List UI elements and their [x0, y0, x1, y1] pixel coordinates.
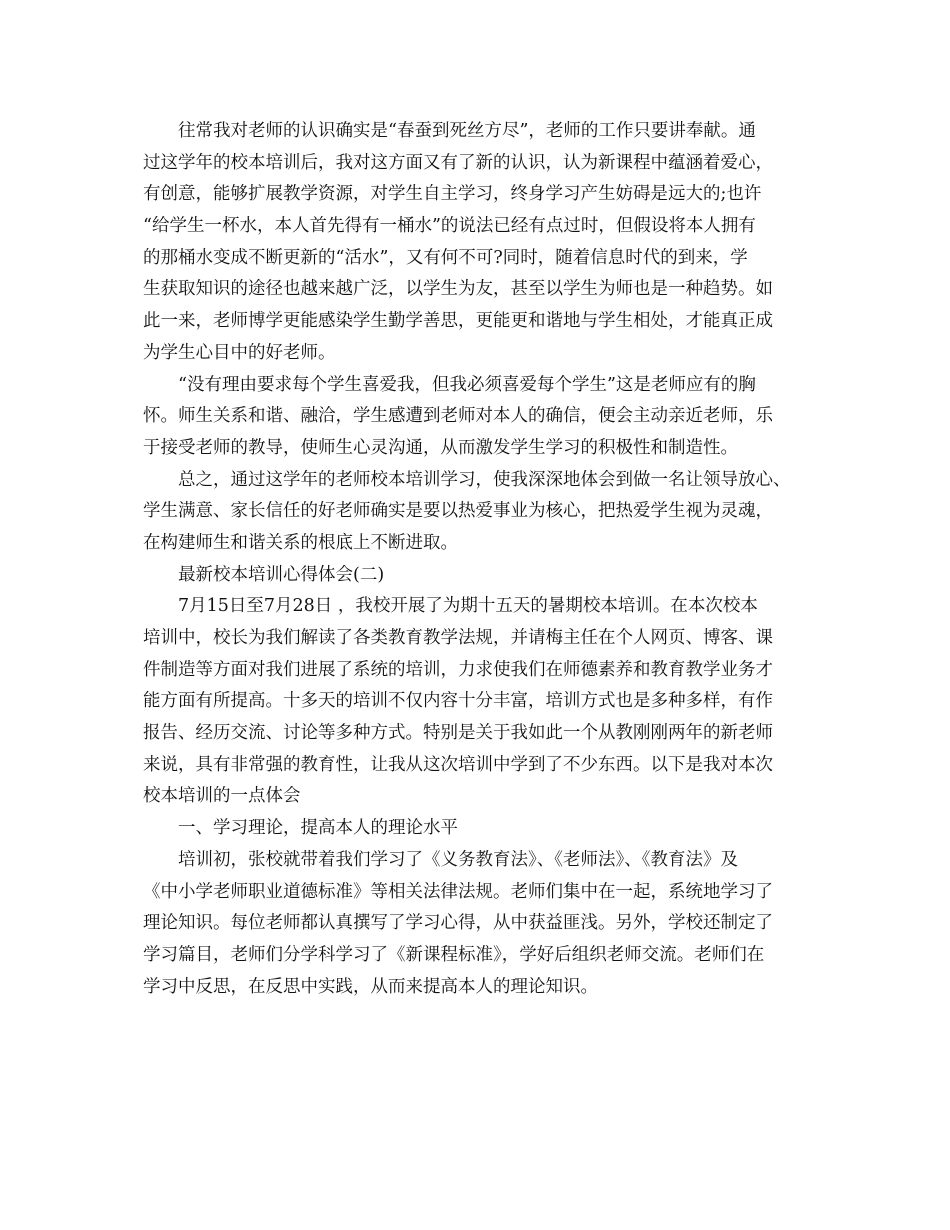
paragraph-line: 能方面有所提高。十多天的培训不仅内容十分丰富，培训方式也是多种多样，有作 [143, 691, 773, 712]
paragraph-line: 培训中，校长为我们解读了各类教育教学法规，并请梅主任在个人网页、博客、课 [143, 628, 773, 648]
paragraph-line: 理论知识。每位老师都认真撰写了学习心得，从中获益匪浅。另外，学校还制定了 [143, 913, 773, 934]
paragraph-line: 往常我对老师的认识确实是“春蚕到死丝方尽”，老师的工作只要讲奉献。通 [178, 121, 756, 141]
paragraph-line: 为学生心目中的好老师。 [143, 342, 336, 363]
paragraph-line: 学习中反思，在反思中实践，从而来提高本人的理论知识。 [143, 976, 598, 997]
paragraph-line: 有创意，能够扩展教学资源，对学生自主学习，终身学习产生妨碍是远大的;也许 [143, 184, 762, 205]
paragraph-line: 总之，通过这学年的老师校本培训学习，使我深深地体会到做一名让领导放心、 [178, 469, 791, 490]
paragraph-line: 来说，具有非常强的教育性，让我从这次培训中学到了不少东西。以下是我对本次 [143, 754, 773, 775]
paragraph-line: 7月15日至7月28日 ，我校开展了为期十五天的暑期校本培训。在本次校本 [178, 596, 758, 617]
paragraph-line: 生获取知识的途径也越来越广泛，以学生为友，甚至以学生为师也是一种趋势。如 [143, 279, 773, 300]
paragraph-line: 于接受老师的教导，使师生心灵沟通，从而激发学生学习的积极性和制造性。 [143, 437, 738, 458]
paragraph-line: 在构建师生和谐关系的根底上不断进取。 [143, 532, 458, 553]
paragraph-line: 的那桶水变成不断更新的“活水”，又有何不可?同时，随着信息时代的到来，学 [143, 247, 748, 268]
paragraph-line: 培训初，张校就带着我们学习了《义务教育法》、《老师法》、《教育法》及 [178, 849, 738, 870]
paragraph-line: 校本培训的一点体会 [143, 786, 301, 807]
paragraph-line: “给学生一杯水，本人首先得有一桶水”的说法已经有点过时，但假设将本人拥有 [143, 216, 756, 237]
paragraph-line: 学生满意、家长信任的好老师确实是要以热爱事业为核心，把热爱学生视为灵魂， [143, 501, 773, 522]
paragraph-line: “没有理由要求每个学生喜爱我，但我必须喜爱每个学生”这是老师应有的胸 [178, 374, 756, 395]
paragraph-line: 过这学年的校本培训后，我对这方面又有了新的认识，认为新课程中蕴涵着爱心， [143, 152, 773, 173]
document-body [143, 116, 823, 1003]
subsection-heading: 一、学习理论，提高本人的理论水平 [178, 818, 458, 839]
paragraph-line: 此一来，老师博学更能感染学生勤学善思，更能更和谐地与学生相处，才能真正成 [143, 311, 773, 332]
paragraph-line: 件制造等方面对我们进展了系统的培训，力求使我们在师德素养和教育教学业务才 [143, 659, 773, 680]
paragraph-line: 报告、经历交流、讨论等多种方式。特别是关于我如此一个从教刚刚两年的新老师 [143, 723, 773, 744]
paragraph-line: 怀。师生关系和谐、融洽，学生感遭到老师对本人的确信，便会主动亲近老师，乐 [143, 406, 773, 427]
paragraph-line: 学习篇目，老师们分学科学习了《新课程标准》，学好后组织老师交流。老师们在 [143, 944, 765, 965]
section-heading: 最新校本培训心得体会(二) [178, 564, 385, 585]
paragraph-line: 《中小学老师职业道德标准》等相关法律法规。老师们集中在一起，系统地学习了 [143, 881, 773, 902]
